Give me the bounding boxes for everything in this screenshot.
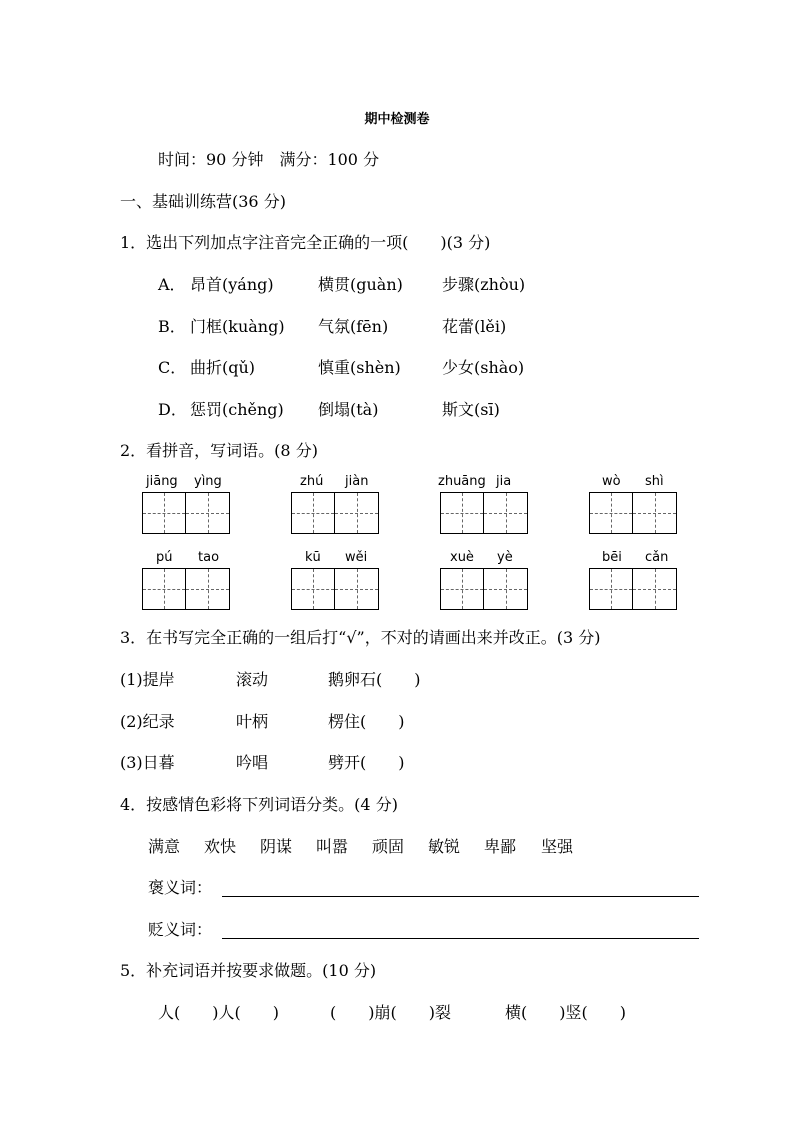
option-word: 门框(kuàng) — [190, 317, 285, 336]
pinyin: wò — [602, 474, 621, 489]
pinyin: jiàn — [345, 474, 369, 489]
pinyin: bēi — [602, 550, 622, 565]
pinyin: shì — [645, 474, 664, 489]
pinyin: zhú — [300, 474, 324, 489]
pinyin: kū — [305, 550, 321, 565]
option-label: D． — [158, 400, 187, 419]
pinyin: pú — [156, 550, 173, 565]
idiom-blank: ( )崩( )裂 — [330, 1003, 451, 1022]
word-chip: 满意 — [148, 837, 181, 856]
option-word: 步骤(zhòu) — [442, 275, 526, 294]
pinyin: cǎn — [645, 550, 669, 565]
option-word: 昂首(yáng) — [190, 275, 274, 294]
question-2-stem: 2．看拼音，写词语。(8 分) — [120, 441, 318, 460]
q3-answer-word: 劈开( ) — [328, 753, 405, 772]
writing-grid[interactable] — [142, 492, 230, 534]
q3-word: 吟唱 — [236, 753, 269, 772]
option-word: 花蕾(lěi) — [442, 317, 507, 336]
word-chip: 卑鄙 — [484, 837, 517, 856]
option-label: A． — [158, 275, 186, 294]
q3-word: 滚动 — [236, 670, 269, 689]
praise-answer-line[interactable] — [222, 896, 699, 897]
writing-grid[interactable] — [291, 492, 379, 534]
section-heading: 一、基础训练营(36 分) — [120, 192, 286, 211]
word-chip: 阴谋 — [260, 837, 293, 856]
writing-grid[interactable] — [440, 492, 528, 534]
question-5-stem: 5．补充词语并按要求做题。(10 分) — [120, 961, 377, 980]
writing-grid[interactable] — [142, 568, 230, 610]
option-word: 惩罚(chěng) — [190, 400, 284, 419]
word-chip: 敏锐 — [428, 837, 461, 856]
word-chip: 叫嚣 — [316, 837, 349, 856]
writing-grid[interactable] — [589, 568, 677, 610]
q3-word: (2)纪录 — [120, 712, 175, 731]
pinyin: jiāng — [146, 474, 178, 489]
option-word: 斯文(sī) — [442, 400, 500, 419]
idiom-blank: 横( )竖( ) — [505, 1003, 626, 1022]
q3-answer-word: 楞住( ) — [328, 712, 405, 731]
pinyin: wěi — [345, 550, 368, 565]
time-info: 时间：90 分钟 满分：100 分 — [158, 150, 380, 169]
derog-answer-line[interactable] — [222, 938, 699, 939]
pinyin: zhuāng — [438, 474, 486, 489]
derog-label: 贬义词： — [148, 920, 213, 939]
writing-grid[interactable] — [440, 568, 528, 610]
writing-grid[interactable] — [291, 568, 379, 610]
question-1-stem: 1．选出下列加点字注音完全正确的一项( )(3 分) — [120, 233, 491, 252]
pinyin: yè — [497, 550, 513, 565]
question-3-stem: 3．在书写完全正确的一组后打“√”，不对的请画出来并改正。(3 分) — [120, 628, 601, 647]
option-label: B． — [158, 317, 186, 336]
idiom-blank: 人( )人( ) — [158, 1003, 279, 1022]
writing-grid[interactable] — [589, 492, 677, 534]
option-label: C． — [158, 358, 187, 377]
option-word: 曲折(qǔ) — [190, 358, 256, 377]
q3-word: (1)提岸 — [120, 670, 175, 689]
pinyin: tao — [198, 550, 220, 565]
q3-word: (3)日暮 — [120, 753, 175, 772]
word-chip: 顽固 — [372, 837, 405, 856]
option-word: 气氛(fēn) — [318, 317, 389, 336]
option-word: 慎重(shèn) — [318, 358, 401, 377]
q3-word: 叶柄 — [236, 712, 269, 731]
pinyin: xuè — [450, 550, 474, 565]
word-chip: 坚强 — [541, 837, 574, 856]
pinyin: jia — [496, 474, 512, 489]
question-4-stem: 4．按感情色彩将下列词语分类。(4 分) — [120, 795, 398, 814]
page-title: 期中检测卷 — [364, 112, 430, 127]
word-chip: 欢快 — [204, 837, 237, 856]
option-word: 少女(shào) — [442, 358, 525, 377]
option-word: 横贯(guàn) — [318, 275, 403, 294]
option-word: 倒塌(tà) — [318, 400, 379, 419]
praise-label: 褒义词： — [148, 878, 213, 897]
q3-answer-word: 鹅卵石( ) — [328, 670, 421, 689]
pinyin: yìng — [194, 474, 222, 489]
